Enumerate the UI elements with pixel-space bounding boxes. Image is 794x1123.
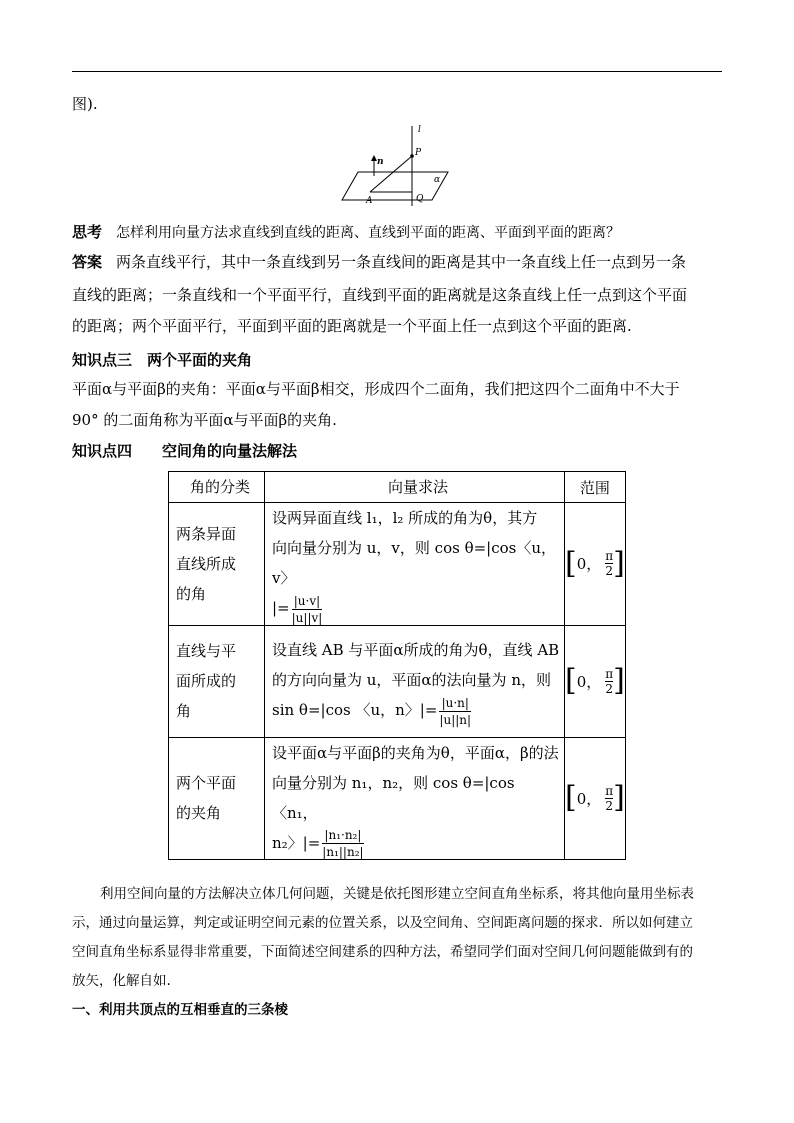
point-p	[410, 154, 414, 158]
kp3-line-1: 平面α与平面β的夹角：平面α与平面β相交，形成四个二面角，我们把这四个二面角中不大于	[72, 380, 680, 398]
kp3-line-2: 90° 的二面角称为平面α与平面β的夹角.	[72, 411, 337, 429]
row-range: [ 0， π 2 ]	[565, 737, 626, 860]
answer-line-3: 的距离；两个平面平行，平面到平面的距离就是一个平面上任一点到这个平面的距离.	[72, 317, 632, 335]
distance-figure	[340, 124, 450, 206]
table-row	[169, 625, 626, 737]
angle-methods-table	[168, 471, 626, 860]
intro-line-3: 空间直角坐标系显得非常重要，下面简述空间建系的四种方法，希望同学们面对空间几何问题能做到有的	[72, 944, 693, 960]
row-method: 设平面α与平面β的夹角为θ，平面α，β的法 向量分别为 n₁，n₂，则 cos θ=|cos 〈n₁， n₂〉|= $\frac{\text{|n₁·n₂|}}{\text{|n₁||n₂|}}$	[265, 737, 565, 860]
answer-line-1: 答案 两条直线平行，其中一条直线到另一条直线间的距离是其中一条直线上任一点到另一条	[72, 253, 687, 271]
header-range: 范围	[565, 472, 626, 503]
think-label: 思考	[72, 223, 103, 241]
row-method: 设两异面直线 l₁，l₂ 所成的角为θ，其方 向向量分别为 u，v，则 cos θ=|cos〈u，v〉 |= $\frac{|u\cdot v|}{|u||v|}$	[265, 503, 565, 626]
row-method: 设直线 AB 与平面α所成的角为θ，直线 AB 的方向向量为 u，平面α的法向量为 n，则 sin θ=|cos 〈u，n〉|= $\frac{|u\cdot n|}{|u||n|}$	[265, 625, 565, 737]
row-category: 两个平面 的夹角	[169, 737, 265, 860]
label-alpha: α	[434, 175, 441, 185]
row-category: 两条异面 直线所成 的角	[169, 503, 265, 626]
intro-line-2: 示，通过向量运算，判定或证明空间元素的位置关系，以及空间角、空间距离问题的探求．所以如何建立	[72, 915, 693, 931]
top-fragment: 图).	[72, 95, 98, 113]
label-a: A	[366, 196, 373, 206]
row-category: 直线与平 面所成的 角	[169, 625, 265, 737]
label-l: l	[418, 125, 421, 135]
kp3-heading: 知识点三 两个平面的夹角	[72, 351, 253, 369]
formula-fraction: $\frac{|u\cdot v|}{|u||v|}$	[291, 593, 323, 625]
row-range: [ 0， π 2 ]	[565, 503, 626, 626]
intro-line-1: 利用空间向量的方法解决立体几何问题，关键是依托图形建立空间直角坐标系，将其他向量用坐标表	[100, 886, 694, 902]
answer-line-2: 直线的距离；一条直线和一个平面平行，直线到平面的距离就是这条直线上任一点到这个平面	[72, 286, 688, 304]
kp4-heading: 知识点四 空间角的向量法解法	[72, 442, 298, 460]
row-range: [ 0， π 2 ]	[565, 625, 626, 737]
label-q: Q	[416, 194, 424, 204]
formula-fraction: $\frac{|u\cdot n|}{|u||n|}$	[439, 695, 472, 727]
header-rule	[72, 71, 722, 72]
table-row	[169, 503, 626, 626]
header-method: 向量求法	[265, 472, 565, 503]
table-header-row	[169, 472, 626, 503]
header-category: 角的分类	[169, 472, 265, 503]
section1-heading: 一、利用共顶点的互相垂直的三条棱	[72, 1002, 288, 1018]
think-question: 怎样利用向量方法求直线到直线的距离、直线到平面的距离、平面到平面的距离？	[116, 225, 621, 241]
intro-line-4: 放矢，化解自如.	[72, 973, 171, 989]
plane-alpha	[342, 172, 448, 200]
label-p: P	[415, 148, 422, 158]
label-n: n	[377, 157, 384, 167]
table-row	[169, 737, 626, 860]
formula-fraction: $\frac{\text{|n₁·n₂|}}{\text{|n₁||n₂|}}$	[322, 828, 364, 859]
answer-label: 答案	[72, 253, 103, 271]
think-paragraph	[72, 218, 722, 247]
